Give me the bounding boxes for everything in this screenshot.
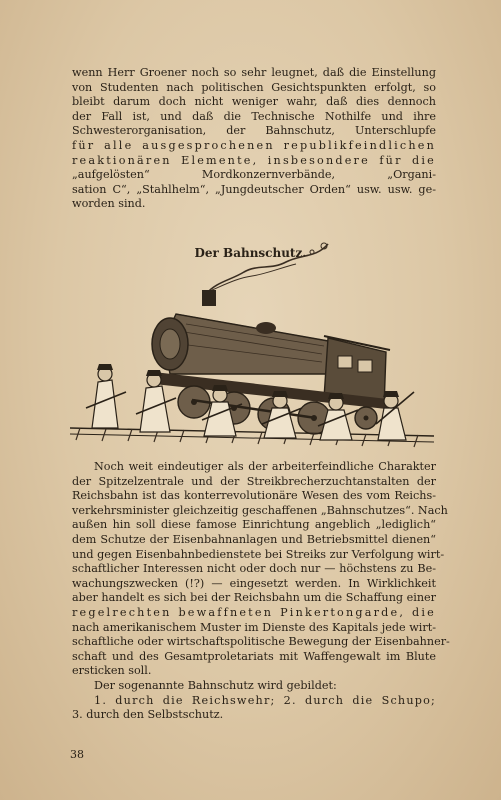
- text-line: der Spitzelzentrale und der Streikbrecherzuchtanstalten der: [72, 474, 436, 488]
- text-line: wachungszwecken (!?) — eingesetzt werden. In Wirklichkeit: [72, 576, 436, 590]
- page-number: 38: [70, 748, 84, 761]
- text-line: nach amerikanischem Muster im Dienste des Kapitals jede wirt-: [72, 620, 437, 634]
- section-heading: Der Bahnschutz.: [194, 246, 307, 260]
- top-paragraph: [72, 66, 436, 212]
- text-line: schaftliche oder wirtschaftspolitische Bewegung der Eisenbahner-: [72, 635, 450, 649]
- text-line: dem Schutze der Eisenbahnanlagen und Betriebsmittel dienen“: [72, 532, 436, 546]
- text-line: aber handelt es sich bei der Reichsbahn um die Schaffung einer: [72, 591, 436, 605]
- text-line: der Fall ist, und daß die Technische Nothilfe und ihre: [72, 109, 436, 123]
- text-line: bleibt darum doch nicht weniger wahr, daß dies dennoch: [72, 95, 436, 109]
- body-text: [72, 460, 450, 723]
- text-line: worden sind.: [72, 197, 146, 211]
- text-line: Noch weit eindeutiger als der arbeiterfeindliche Charakter: [94, 460, 436, 473]
- text-line: sation C“, „Stahlhelm“, „Jungdeutscher Orden“ usw. usw. ge-: [72, 182, 436, 196]
- text-line: schaft und des Gesamtproletariats mit Waffengewalt im Blute: [72, 649, 436, 663]
- text-line: Schwesterorganisation, der Bahnschutz, Unterschlupfe: [72, 124, 436, 138]
- text-line: und gegen Eisenbahnbedienstete bei Streiks zur Verfolgung wirt-: [72, 547, 445, 561]
- text-line: reaktionären Elemente, insbesondere für die: [72, 153, 436, 167]
- text-line: von Studenten nach politischen Gesichtspunkten erfolgt, so: [72, 80, 436, 94]
- text-line: Reichsbahn ist das konterrevolutionäre Wesen des vom Reichs-: [72, 489, 436, 503]
- text-line: schaftlicher Interessen nicht oder doch nur — höchstens zu Be-: [72, 562, 436, 576]
- text-line: außen hin soll diese famose Einrichtung angeblich „lediglich“: [72, 518, 436, 532]
- text-line: ersticken soll.: [72, 664, 152, 678]
- text-line: 3. durch den Selbstschutz.: [72, 708, 224, 722]
- locomotive-illustration: [66, 232, 438, 458]
- text-line: Der sogenannte Bahnschutz wird gebildet:: [94, 678, 337, 692]
- text-line: verkehrsminister gleichzeitig geschaffenen „Bahnschutzes“. Nach: [72, 503, 448, 517]
- text-line: regelrechten bewaffneten Pinkertongarde, die: [72, 605, 436, 619]
- text-line: 1. durch die Reichswehr; 2. durch die Schupo;: [94, 693, 436, 707]
- text-line: für alle ausgesprochenen republikfeindlichen: [72, 138, 436, 152]
- text-line: wenn Herr Groener noch so sehr leugnet, daß die Einstellung: [72, 66, 436, 79]
- text-line: „aufgelösten“ Mordkonzernverbände, „Organi-: [72, 168, 436, 182]
